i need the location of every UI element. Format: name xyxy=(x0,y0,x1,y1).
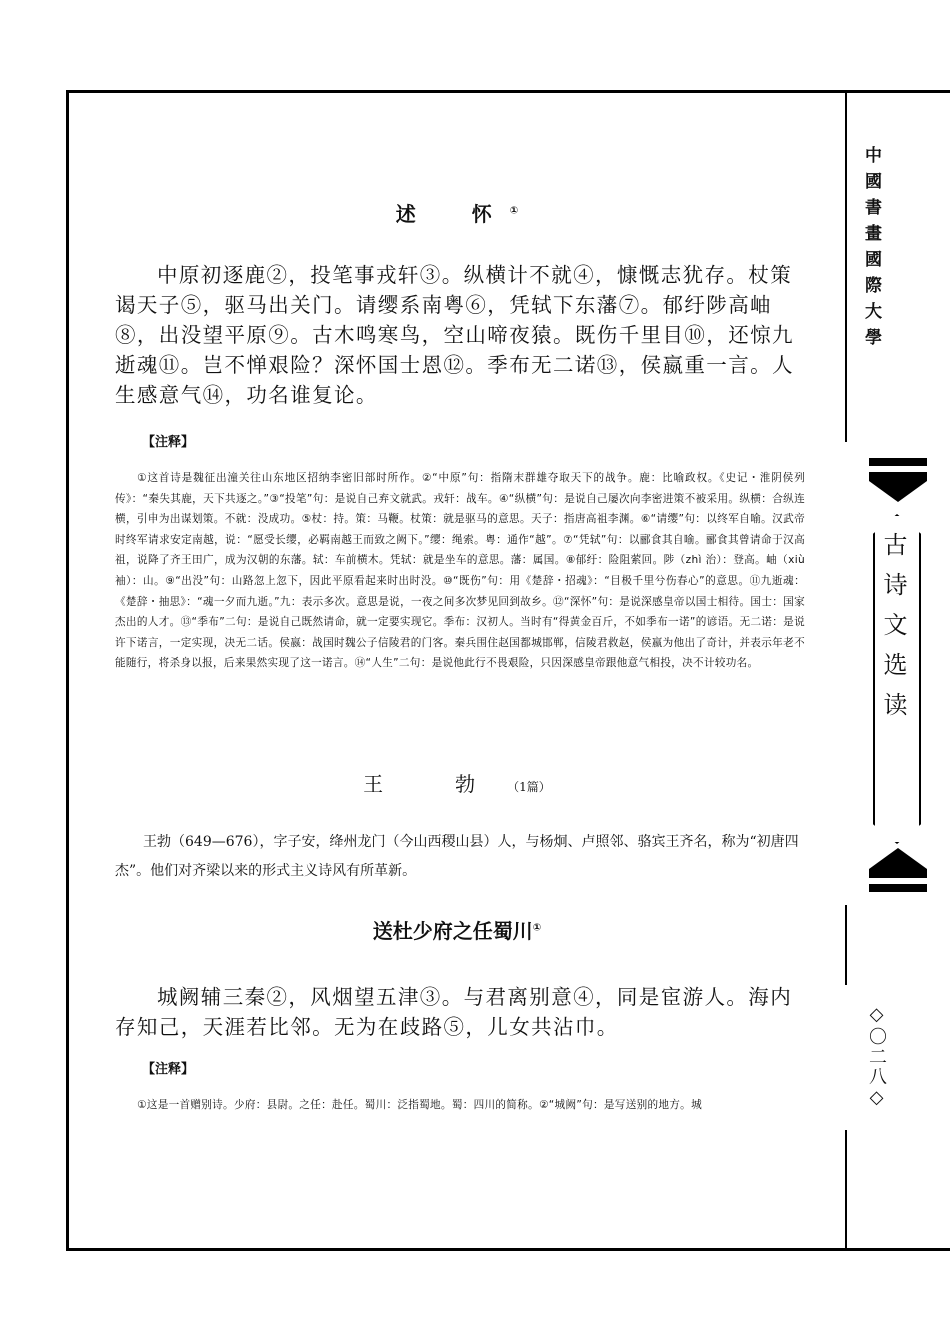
book-title: 古诗文选读 xyxy=(879,532,907,732)
ornament-bar xyxy=(869,884,927,892)
poem-text-songdu: 城阙辅三秦②，风烟望五津③。与君离别意④，同是宦游人。海内存知己，天涯若比邻。无为在歧路⑤，儿女共沾巾。 xyxy=(115,985,793,1039)
side-divider-bottom xyxy=(845,1130,847,1250)
ornament-bar xyxy=(869,458,927,466)
notes-text-shuhuai: ①这首诗是魏征出潼关往山东地区招纳李密旧部时所作。②“中原”句：指隋末群雄夺取天下的战争。鹿：比喻政权。《史记・淮阴侯列传》：“秦失其鹿，天下共逐之。”③“投笔”句：是说自己弃文就武。戎轩：战车。④“纵横”句：是说自己屡次向李密进策不被采用。纵横：合纵连横，引申为出谋划策。不就：没成功。⑤杖：持。策：马鞭。杖策：就是驱马的意思。天子：指唐高祖李渊。⑥“请缨”句：以终军自喻。汉武帝时终军请求安定南越，说：“愿受长缨，必羁南越王而致之阙下。”缨：绳索。粤：通作“越”。⑦“凭轼”句：以郦食其自喻。郦食其曾请命于汉高祖，说降了齐王田广，成为汉朝的东藩。轼：车前横木。凭轼：就是坐车的意思。藩：属国。⑧郁纡：险阻萦回。陟（zhì 治）：登高。岫（xiù 袖）：山。⑨“出没”句：山路忽上忽下，因此平原看起来时出时没。⑩“既伤”句：用《楚辞・招魂》：“目极千里兮伤春心”的意思。⑪九逝魂：《楚辞・抽思》：“魂一夕而九逝。”九：表示多次。意思是说，一夜之间多次梦见回到故乡。⑫“深怀”句：是说深感皇帝以国士相待。国士：国家杰出的人才。⑬“季布”二句：是说自己既然请命，就一定要实现它。季布：汉初人。当时有“得黄金百斤，不如季布一诺”的谚语。无二诺：是说许下诺言，一定实现，决无二话。侯嬴：战国时魏公子信陵君的门客。秦兵围住赵国都城邯郸，信陵君救赵，侯嬴为他出了奇计，并表示年老不能随行，将杀身以报，后来果然实现了这一诺言。⑭“人生”二句：是说他此行不畏艰险，只因深感皇帝跟他意气相投，决不计较功名。 xyxy=(115,472,805,670)
notes-heading: 【注释】 xyxy=(142,435,195,450)
author-bio: 王勃（649—676），字子安，绛州龙门（今山西稷山县）人，与杨炯、卢照邻、骆宾王齐名，称为“初唐四杰”。他们对齐梁以来的形式主义诗风有所革新。 xyxy=(115,834,799,879)
side-divider-mid xyxy=(845,905,847,985)
notes-heading: 【注释】 xyxy=(142,1062,195,1077)
author-heading: 王 勃 （1篇） xyxy=(363,772,551,796)
notes-text-songdu: ①这是一首赠别诗。少府：县尉。之任：赴任。蜀川：泛指蜀地。蜀：四川的简称。②“城阙”句：是写送别的地方。城 xyxy=(137,1099,702,1111)
university-name: 中國書畫國際大學 xyxy=(861,146,881,354)
poem-text-shuhuai: 中原初逐鹿②，投笔事戎轩③。纵横计不就④，慷慨志犹存。杖策谒天子⑤，驱马出关门。请缨系南粤⑥，凭轼下东藩⑦。郁纡陟高岫⑧，出没望平原⑨。古木鸣寒鸟，空山啼夜猿。既伤千里目⑩，还惊九逝魂⑪。岂不惮艰险？深怀国士恩⑫。季布无二诺⑬，侯嬴重一言。人生感意气⑭，功名谁复论。 xyxy=(115,263,794,407)
side-divider-top xyxy=(845,92,847,442)
poem-title-shuhuai: 述 怀① xyxy=(395,202,519,226)
poem-title-songdu: 送杜少府之任蜀川① xyxy=(372,919,542,943)
page-number: ◇〇二八◇ xyxy=(866,1004,887,1110)
